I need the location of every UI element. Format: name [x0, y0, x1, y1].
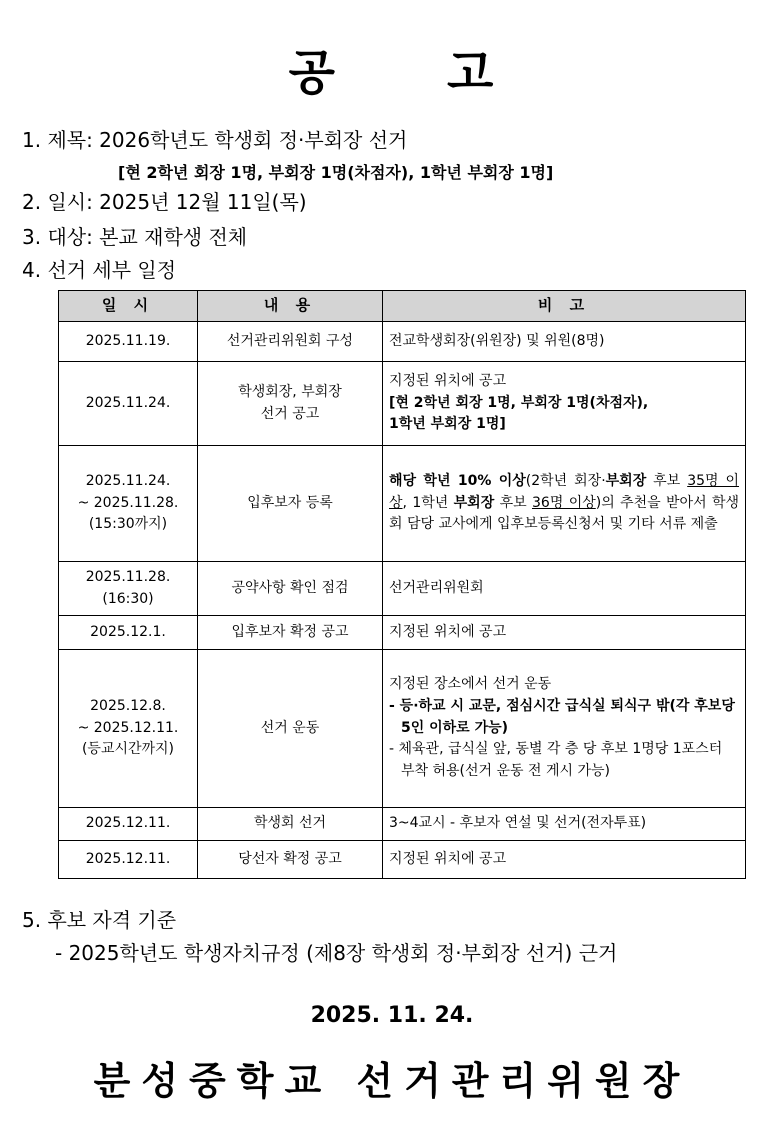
row-note: 지정된 위치에 공고: [383, 841, 746, 879]
row-date: 2025.11.24.: [59, 362, 198, 446]
table-row: [59, 616, 746, 650]
notice-date: 2025. 11. 24.: [310, 1003, 474, 1028]
row-content: 선거관리위원회 구성: [198, 322, 383, 362]
table-row: [59, 362, 746, 446]
row-content: 공약사항 확인 점검: [198, 562, 383, 616]
table-header-row: [59, 291, 746, 322]
row-content: 입후보자 등록: [198, 446, 383, 562]
subject-line: 1. 제목: 2026학년도 학생회 정·부회장 선거: [22, 128, 408, 152]
note-line: - 체육관, 급식실 앞, 동별 각 층 당 후보 1명당 1포스터 부착 허용(선거 운동 전 게시 가능): [389, 741, 723, 780]
row-content: 선거 운동: [198, 650, 383, 808]
note-text: (2학년 회장·: [525, 472, 606, 489]
title-right: 고: [447, 45, 496, 101]
date-line: 2025.11.24.: [85, 472, 171, 489]
table-row: [59, 808, 746, 841]
row-date: 2025.12.1.: [59, 616, 198, 650]
date-line: (등교시간까지): [81, 741, 175, 758]
table-row: [59, 322, 746, 362]
note-line: 1학년 부회장 1명]: [389, 416, 506, 433]
date-line: (16:30): [102, 590, 154, 607]
header-date: 일 시: [59, 291, 198, 322]
note-bold: 부회장: [453, 494, 495, 511]
note-line: [현 2학년 회장 1명, 부회장 1명(차점자),: [389, 394, 649, 411]
row-date: 2025.11.19.: [59, 322, 198, 362]
header-content: 내 용: [198, 291, 383, 322]
schedule-table: [58, 290, 746, 879]
note-line: 지정된 장소에서 선거 운동: [389, 676, 552, 693]
content-line: 선거 공고: [260, 405, 320, 422]
title-left: 공: [288, 45, 337, 101]
date-line: (15:30까지): [88, 516, 168, 533]
row-note: [383, 446, 746, 562]
subject-detail: [현 2학년 회장 1명, 부회장 1명(차점자), 1학년 부회장 1명]: [118, 163, 554, 182]
table-row: [59, 650, 746, 808]
table-row: [59, 446, 746, 562]
row-date: [59, 446, 198, 562]
date-line: 2025.11.28.: [85, 568, 171, 585]
row-date: [59, 562, 198, 616]
note-line: - 등·하교 시 교문, 점심시간 급식실 퇴식구 밖(각 후보당 5인 이하로 가능): [389, 697, 735, 736]
note-bold: 해당 학년 10% 이상: [389, 472, 526, 489]
signer: 분성중학교 선거관리위원장: [93, 1059, 691, 1103]
header-note: 비 고: [383, 291, 746, 322]
row-note: [383, 650, 746, 808]
criteria-heading: 5. 후보 자격 기준: [22, 908, 177, 932]
row-date: 2025.12.11.: [59, 841, 198, 879]
criteria-detail: - 2025학년도 학생자치규정 (제8장 학생회 정·부회장 선거) 근거: [55, 941, 618, 965]
row-date: 2025.12.11.: [59, 808, 198, 841]
note-text: 후보: [646, 472, 688, 489]
note-underline: 35명 이상: [389, 472, 739, 511]
note-bold: 부회장: [605, 472, 647, 489]
page-title: [0, 34, 784, 103]
table-row: [59, 841, 746, 879]
schedule-heading: 4. 선거 세부 일정: [22, 258, 177, 282]
row-content: 당선자 확정 공고: [198, 841, 383, 879]
row-content: [198, 362, 383, 446]
row-note: 지정된 위치에 공고: [383, 616, 746, 650]
row-date: [59, 650, 198, 808]
row-note: 선거관리위원회: [383, 562, 746, 616]
date-line: ~ 2025.12.11.: [77, 719, 179, 736]
date-line: 2. 일시: 2025년 12월 11일(목): [22, 190, 307, 214]
row-content: 입후보자 확정 공고: [198, 616, 383, 650]
table-row: [59, 562, 746, 616]
row-note: 전교학생회장(위원장) 및 위원(8명): [383, 322, 746, 362]
note-text: , 1학년: [402, 494, 454, 511]
note-line: 지정된 위치에 공고: [389, 372, 507, 389]
note-underline: 36명 이상: [532, 494, 596, 511]
note-text: )의 추천을 받아서 학생회 담당 교사에게 입후보등록신청서 및 기타 서류 제출: [389, 494, 739, 533]
row-note: 3~4교시 - 후보자 연설 및 선거(전자투표): [383, 808, 746, 841]
date-line: 2025.12.8.: [90, 697, 166, 714]
content-line: 학생회장, 부회장: [238, 383, 342, 400]
date-line: ~ 2025.11.28.: [77, 494, 179, 511]
target-line: 3. 대상: 본교 재학생 전체: [22, 225, 248, 249]
note-text: 후보: [494, 494, 532, 511]
row-note: [383, 362, 746, 446]
row-content: 학생회 선거: [198, 808, 383, 841]
